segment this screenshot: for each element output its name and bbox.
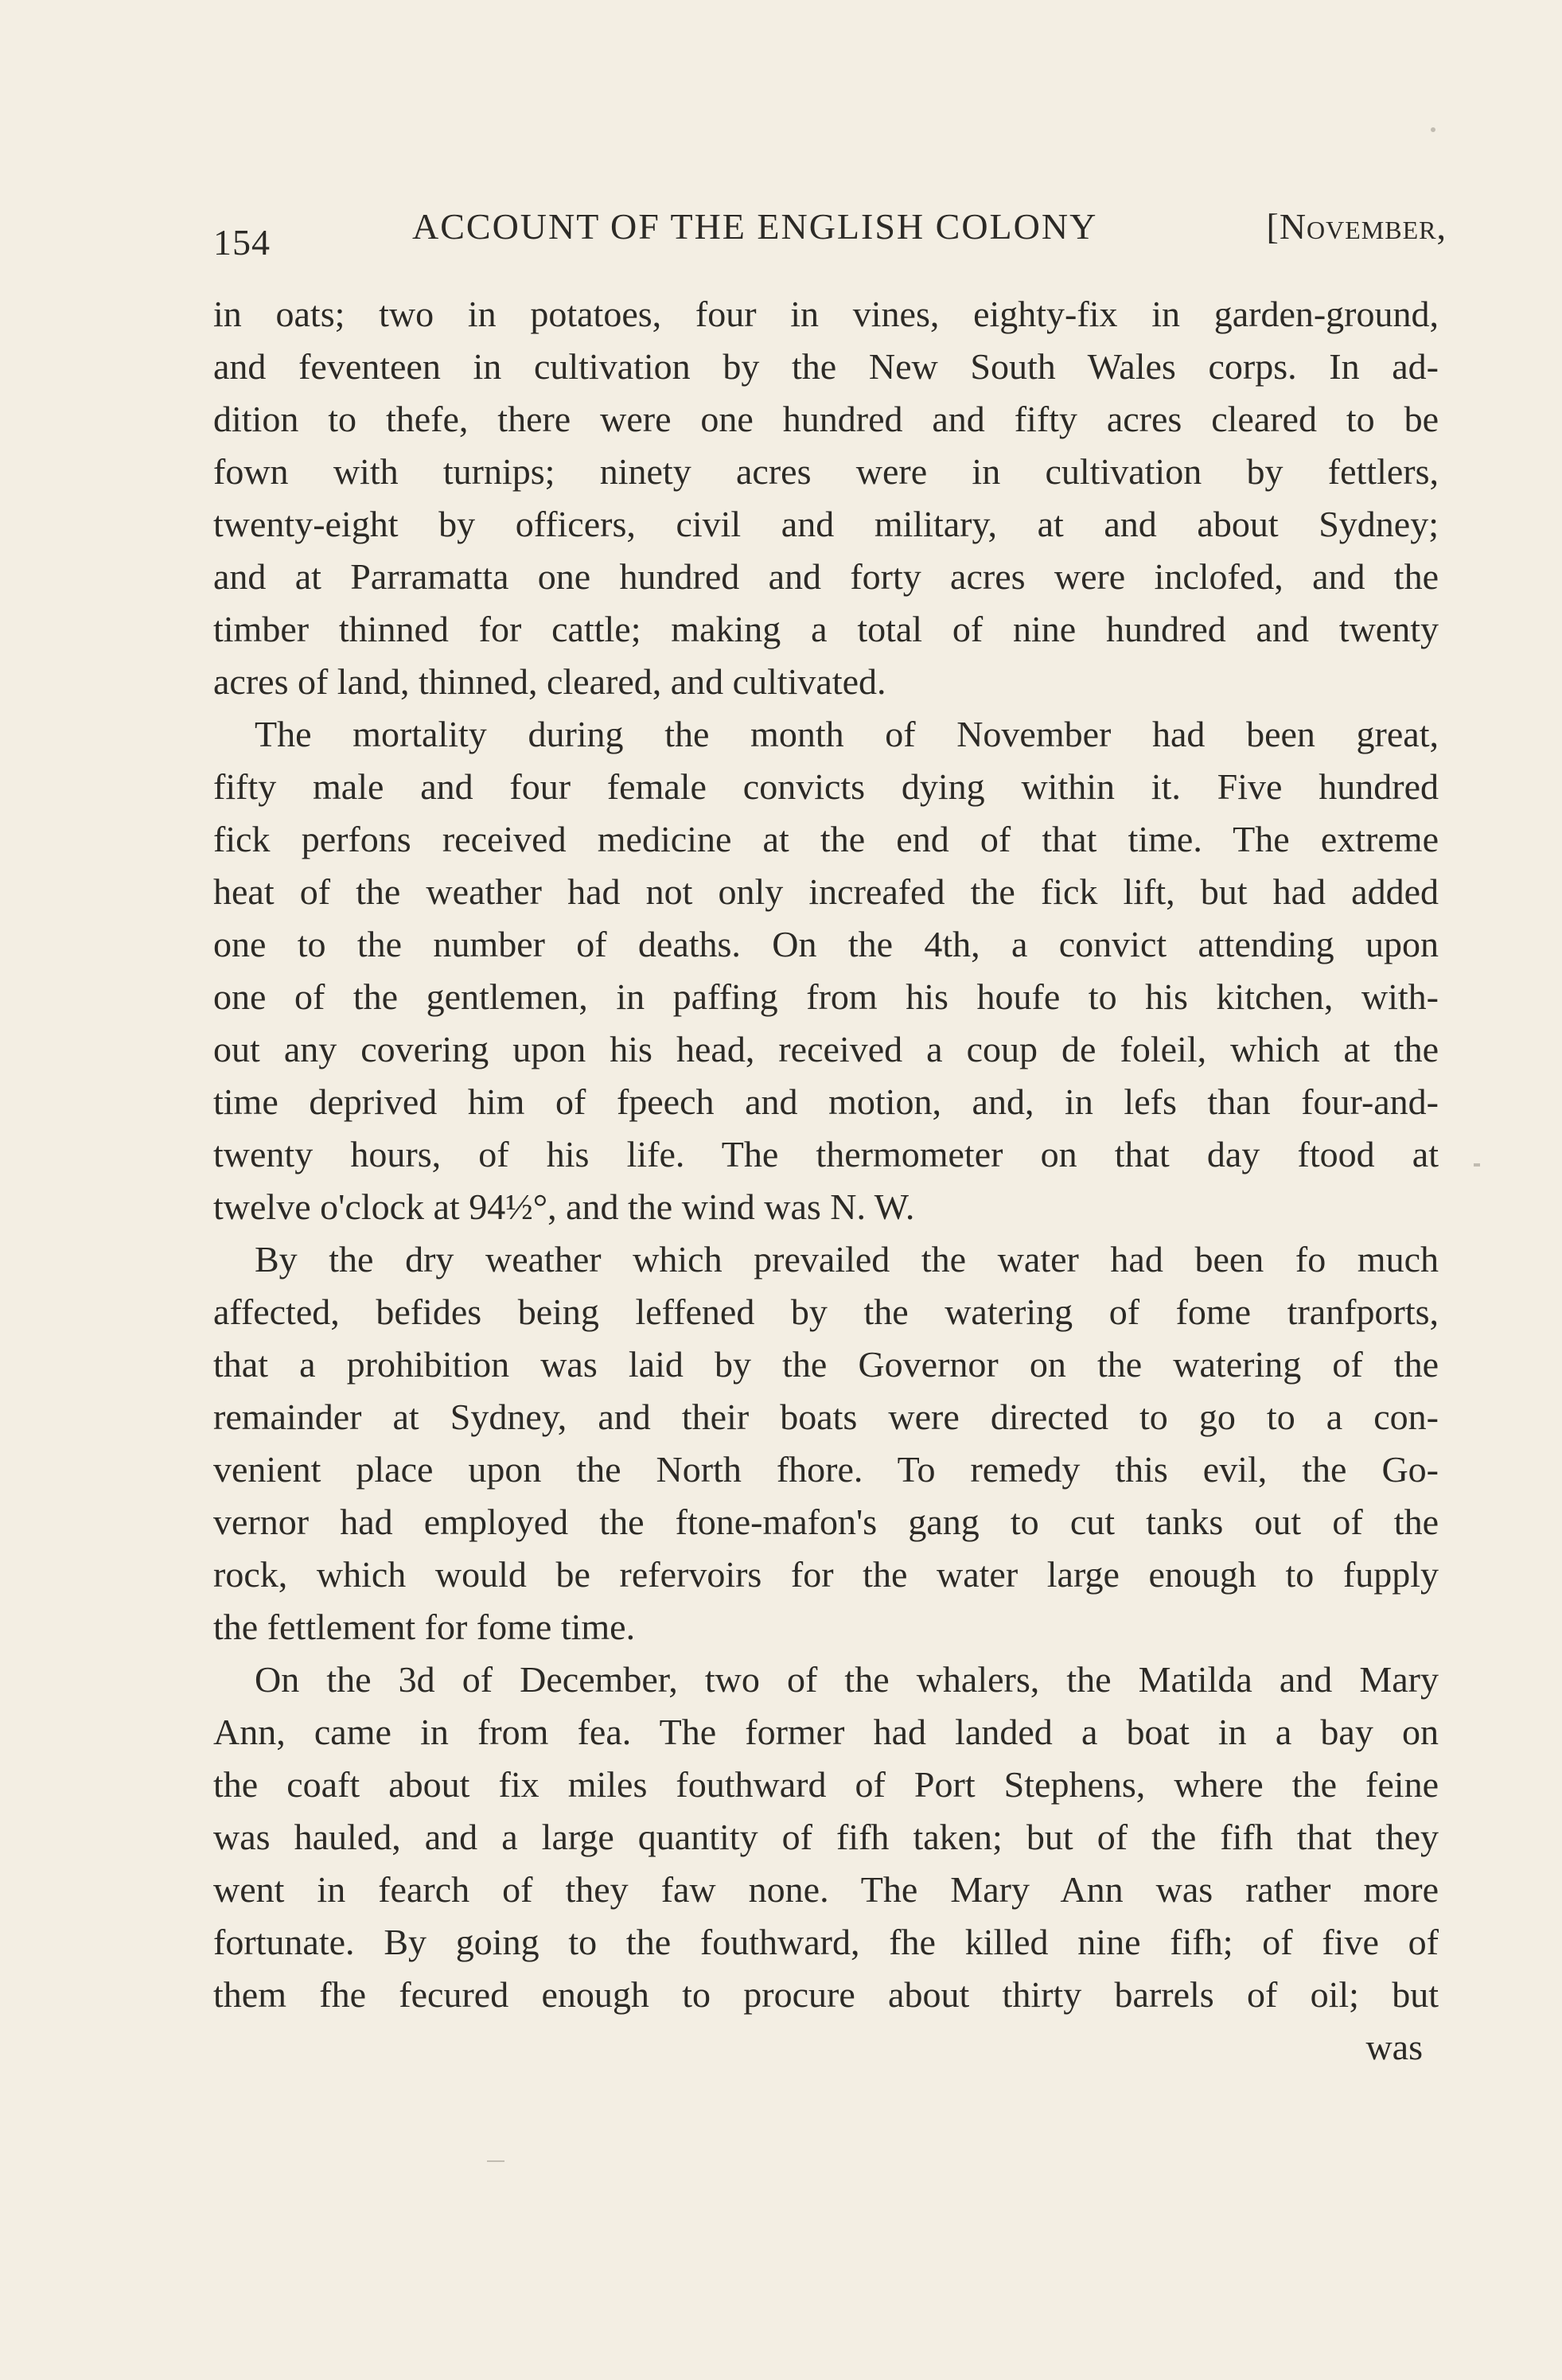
margin-speck [1474,1163,1480,1167]
text-line: timber thinned for cattle; making a total of nine hundred and twenty [213,609,1439,649]
margin-speck [1431,127,1435,132]
text-line: fick perfons received medicine at the end of that time. The extreme [213,819,1439,859]
text-line: twelve o'clock at 94½°, and the wind was N. W. [213,1186,915,1227]
text-line: that a prohibition was laid by the Governor on the watering of the [213,1344,1439,1385]
text-line: By the dry weather which prevailed the water had been fo much [255,1239,1439,1280]
text-line: vernor had employed the ftone-mafon's gang to cut tanks out of the [213,1502,1439,1542]
text-line: and at Parramatta one hundred and forty acres were inclofed, and the [213,556,1439,597]
running-title: ACCOUNT OF THE ENGLISH COLONY [412,206,1098,247]
text-line: the fettlement for fome time. [213,1607,636,1647]
text-line: On the 3d of December, two of the whalers, the Matilda and Mary [255,1659,1439,1700]
text-line: Ann, came in from fea. The former had landed a boat in a bay on [213,1712,1439,1752]
text-line: fortunate. By going to the fouthward, fhe killed nine fifh; of five of [213,1922,1439,1962]
running-header [213,205,1447,261]
catchword: was [1365,2027,1423,2067]
text-line: remainder at Sydney, and their boats were directed to go to a con- [213,1396,1439,1437]
text-line: one to the number of deaths. On the 4th, a convict attending upon [213,924,1439,964]
text-line: acres of land, thinned, cleared, and cultivated. [213,661,886,702]
text-line: was hauled, and a large quantity of fifh taken; but of the fifh that they [213,1817,1439,1857]
text-line: dition to thefe, there were one hundred and fifty acres cleared to be [213,399,1439,439]
text-line: fown with turnips; ninety acres were in cultivation by fettlers, [213,451,1439,492]
margin-speck [487,2160,504,2162]
body-text [213,288,1439,2074]
text-line: and feventeen in cultivation by the New South Wales corps. In ad- [213,346,1439,387]
running-section: [November, [1266,206,1447,247]
text-line: fifty male and four female convicts dying within it. Five hundred [213,766,1439,807]
text-line: one of the gentlemen, in paffing from his houfe to his kitchen, with- [213,976,1439,1017]
text-line: in oats; two in potatoes, four in vines, eighty-fix in garden-ground, [213,294,1439,334]
text-line: them fhe fecured enough to procure about thirty barrels of oil; but [213,1974,1439,2015]
text-line: The mortality during the month of November had been great, [255,714,1439,754]
text-line: went in fearch of they faw none. The Mary Ann was rather more [213,1869,1439,1910]
text-line: heat of the weather had not only increafed the fick lift, but had added [213,871,1439,912]
text-line: venient place upon the North fhore. To remedy this evil, the Go- [213,1449,1439,1490]
text-line: rock, which would be refervoirs for the water large enough to fupply [213,1554,1439,1595]
text-line: twenty-eight by officers, civil and military, at and about Sydney; [213,504,1439,544]
text-line: twenty hours, of his life. The thermometer on that day ftood at [213,1134,1439,1174]
text-line: the coaft about fix miles fouthward of Port Stephens, where the feine [213,1764,1439,1805]
text-line: affected, befides being leffened by the watering of fome tranfports, [213,1291,1439,1332]
text-line: time deprived him of fpeech and motion, and, in lefs than four-and- [213,1081,1439,1122]
text-line: out any covering upon his head, received a coup de foleil, which at the [213,1029,1439,1069]
page-number: 154 [213,222,271,263]
